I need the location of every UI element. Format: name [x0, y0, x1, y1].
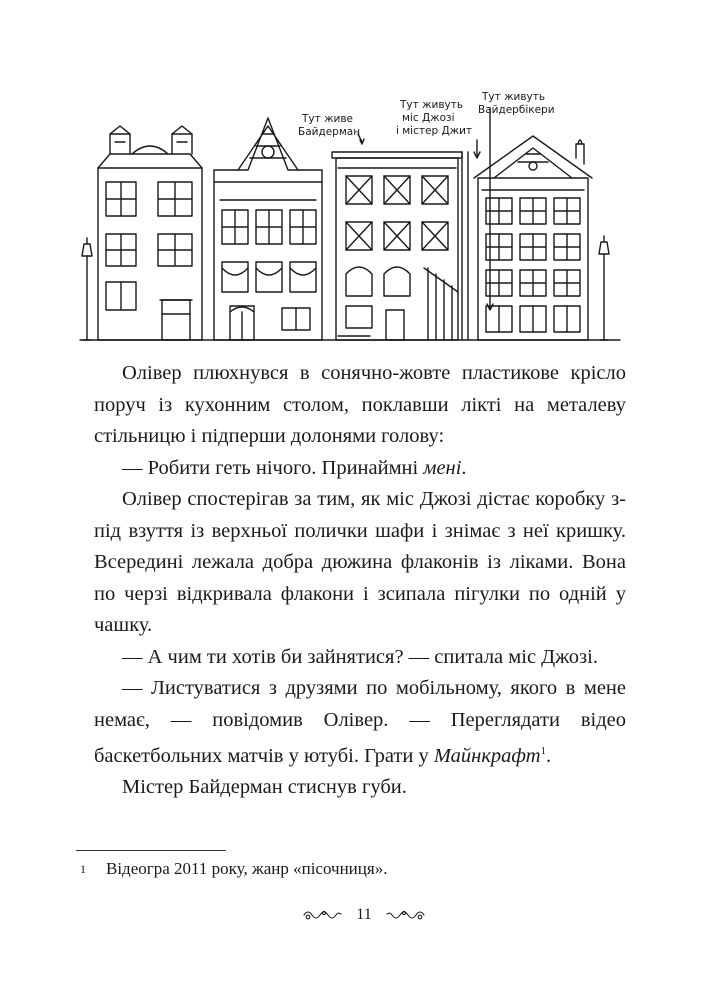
- houses-illustration: [70, 78, 630, 348]
- label-right: [478, 91, 555, 116]
- footnote-reference[interactable]: 1: [540, 745, 547, 757]
- label-middle: [396, 99, 472, 137]
- label-left: [298, 113, 360, 138]
- emphasis: мені: [423, 456, 462, 479]
- svg-text:Тут живе: Тут живе: [302, 113, 354, 125]
- page-footer: [0, 906, 728, 924]
- house-2: [214, 118, 322, 340]
- emphasis: Майнкрафт: [433, 744, 541, 767]
- svg-text:міс Джозі: міс Джозі: [402, 112, 455, 124]
- street-lamp-right: [599, 236, 609, 340]
- page-number: 11: [356, 906, 372, 923]
- svg-text:і містер Джит: і містер Джит: [396, 125, 473, 137]
- footnote: [80, 858, 620, 880]
- house-3: [332, 152, 468, 340]
- house-1: [98, 126, 202, 340]
- house-4: [474, 136, 592, 340]
- footnote-divider: [76, 850, 226, 851]
- paragraph: Містер Байдерман стиснув губи.: [122, 776, 407, 799]
- svg-text:Байдерман: Байдерман: [298, 126, 361, 138]
- svg-text:Вайдербікери: Вайдербікери: [478, 104, 555, 116]
- svg-text:Тут живуть: Тут живуть: [482, 91, 546, 103]
- footnote-text: Відеогра 2011 року, жанр «пісочниця».: [106, 859, 388, 878]
- paragraph: — Робити геть нічого. Принаймні мені.: [122, 456, 467, 479]
- street-lamp-left: [82, 238, 92, 340]
- flourish-right-icon: [384, 908, 428, 922]
- paragraph: — А чим ти хотів би зайнятися? — спитала міс Джозі.: [122, 645, 598, 668]
- svg-text:Тут живуть: Тут живуть: [400, 99, 464, 111]
- body-text: [94, 358, 626, 804]
- paragraph: Олівер плюхнувся в сонячно-жовте пластикове крісло поруч із кухонним столом, поклавши лікті на металеву стільницю і підперши долонями голову:: [94, 362, 626, 447]
- footnote-number: 1: [80, 862, 86, 876]
- paragraph: — Листуватися з друзями по мобільному, якого в мене немає, — повідомив Олівер. — Переглядати відео баскетбольних матчів у ютубі. Грати у Майнкрафт$^1$.: [94, 677, 626, 767]
- flourish-left-icon: [300, 908, 344, 922]
- paragraph: Олівер спостерігав за тим, як міс Джозі дістає коробку з-під взуття із верхньої полички шафи і знімає з неї кришку. Всередині лежала добра дюжина флаконів із ліками. Вона по черзі відкривала флакони і зсипала пігулки по одній у чашку.: [94, 488, 626, 636]
